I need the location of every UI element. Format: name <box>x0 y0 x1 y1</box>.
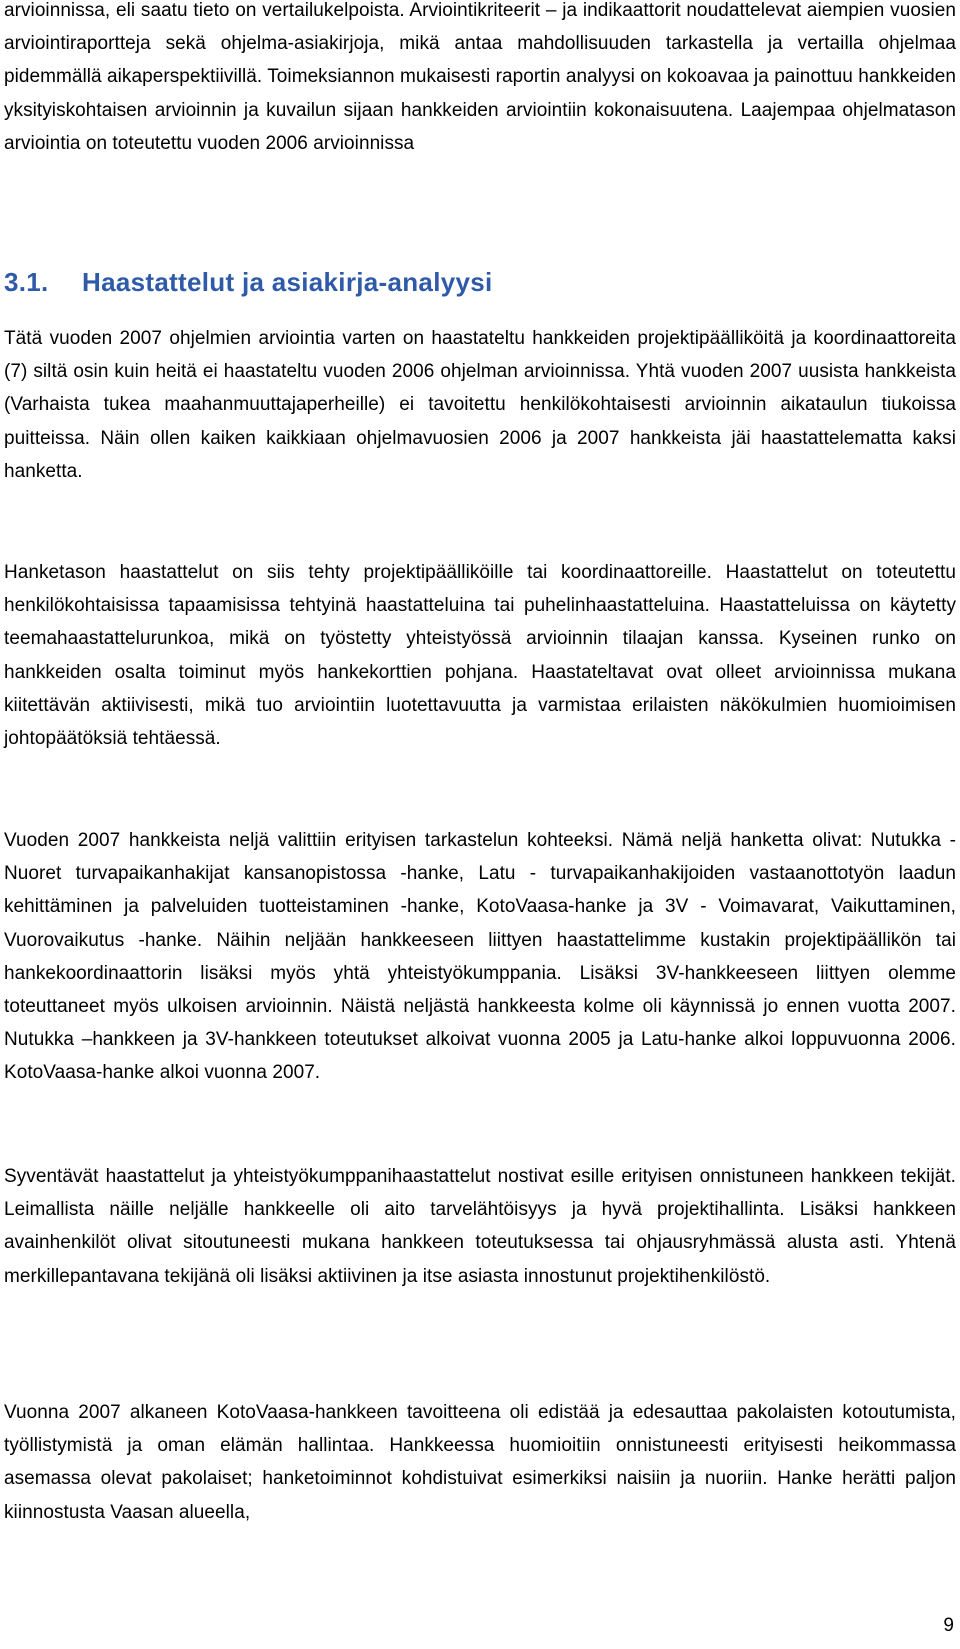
paragraph-success-factors: Syventävät haastattelut ja yhteistyökumppanihaastattelut nostivat esille erityisen onnistuneen hankkeen tekijät. Leimallista näille neljälle hankkeelle oli aito tarvelähtöisyys ja hyvä projektihallinta. Lisäksi hankkeen avainhenkilöt olivat sitoutuneesti mukana hankkeen toteutuksessa tai ohjausryhmässä alusta asti. Yhtenä merkillepantavana tekijänä oli lisäksi aktiivinen ja itse asiasta innostunut projektihenkilöstö. <box>4 1166 956 1287</box>
paragraph-project-level-interviews: Hanketason haastattelut on siis tehty projektipäälliköille tai koordinaattoreille. Haastattelut on toteutettu henkilökohtaisissa tapaamisissa tehtyinä haastatteluina tai puhelinhaastatteluina. Haastatteluissa on käytetty teemahaastattelurunkoa, mikä on työstetty yhteistyössä arvioinnin tilaajan kanssa. Kyseinen runko on hankkeiden osalta toiminut myös hankekorttien pohjana. Haastateltavat ovat olleet arvioinnissa mukana kiitettävän aktiivisesti, mikä tuo arviointiin luotettavuutta ja varmistaa erilaisten näkökulmien huomioimisen johtopäätöksiä tehtäessä. <box>4 562 956 750</box>
section-title: Haastattelut ja asiakirja-analyysi <box>82 267 493 297</box>
section-heading <box>4 262 493 302</box>
intro-paragraph: arvioinnissa, eli saatu tieto on vertailukelpoista. Arviointikriteerit – ja indikaattorit noudattelevat aiempien vuosien arviointiraportteja sekä ohjelma-asiakirjoja, mikä antaa mahdollisuuden tarkastella ja vertailla ohjelmaa pidemmällä aikaperspektiivillä. Toimeksiannon mukaisesti raportin analyysi on kokoavaa ja painottuu hankkeiden yksityiskohtaisen arvioinnin ja kuvailun sijaan hankkeiden arviointiin kokonaisuutena. Laajempaa ohjelmatason arviointia on toteutettu vuoden 2006 arvioinnissa <box>4 0 956 154</box>
page-number: 9 <box>943 1615 954 1636</box>
section-number: 3.1. <box>4 267 49 297</box>
paragraph-selected-projects: Vuoden 2007 hankkeista neljä valittiin erityisen tarkastelun kohteeksi. Nämä neljä hanketta olivat: Nutukka - Nuoret turvapaikanhakijat kansanopistossa -hanke, Latu - turvapaikanhakijoiden vastaanottotyön laadun kehittäminen ja palveluiden tuotteistaminen -hanke, KotoVaasa-hanke ja 3V - Voimavarat, Vaikuttaminen, Vuorovaikutus -hanke. Näihin neljään hankkeeseen liittyen haastattelimme kustakin projektipäällikön tai hankekoordinaattorin lisäksi myös yhtä yhteistyökumppania. Lisäksi 3V-hankkeeseen liittyen olemme toteuttaneet myös ulkoisen arvioinnin. Näistä neljästä hankkeesta kolme oli käynnissä jo ennen vuotta 2007. Nutukka –hankkeen ja 3V-hankkeen toteutukset alkoivat vuonna 2005 ja Latu-hanke alkoi loppuvuonna 2006. KotoVaasa-hanke alkoi vuonna 2007. <box>4 830 956 1084</box>
paragraph-kotovaasa: Vuonna 2007 alkaneen KotoVaasa-hankkeen tavoitteena oli edistää ja edesauttaa pakolaisten kotoutumista, työllistymistä ja oman elämän hallintaa. Hankkeessa huomioitiin onnistuneesti erityisesti heikommassa asemassa olevat pakolaiset; hanketoiminnot kohdistuivat esimerkiksi naisiin ja nuoriin. Hanke herätti paljon kiinnostusta Vaasan alueella, <box>4 1402 956 1523</box>
paragraph-interviews-overview: Tätä vuoden 2007 ohjelmien arviointia varten on haastateltu hankkeiden projektipäälliköitä ja koordinaattoreita (7) siltä osin kuin heitä ei haastateltu vuoden 2006 ohjelman arvioinnissa. Yhtä vuoden 2007 uusista hankkeista (Varhaista tukea maahanmuuttajaperheille) ei tavoitettu henkilökohtaisesti arvioinnin aikataulun tiukoissa puitteissa. Näin ollen kaiken kaikkiaan ohjelmavuosien 2006 ja 2007 hankkeista jäi haastattelematta kaksi hanketta. <box>4 328 956 482</box>
